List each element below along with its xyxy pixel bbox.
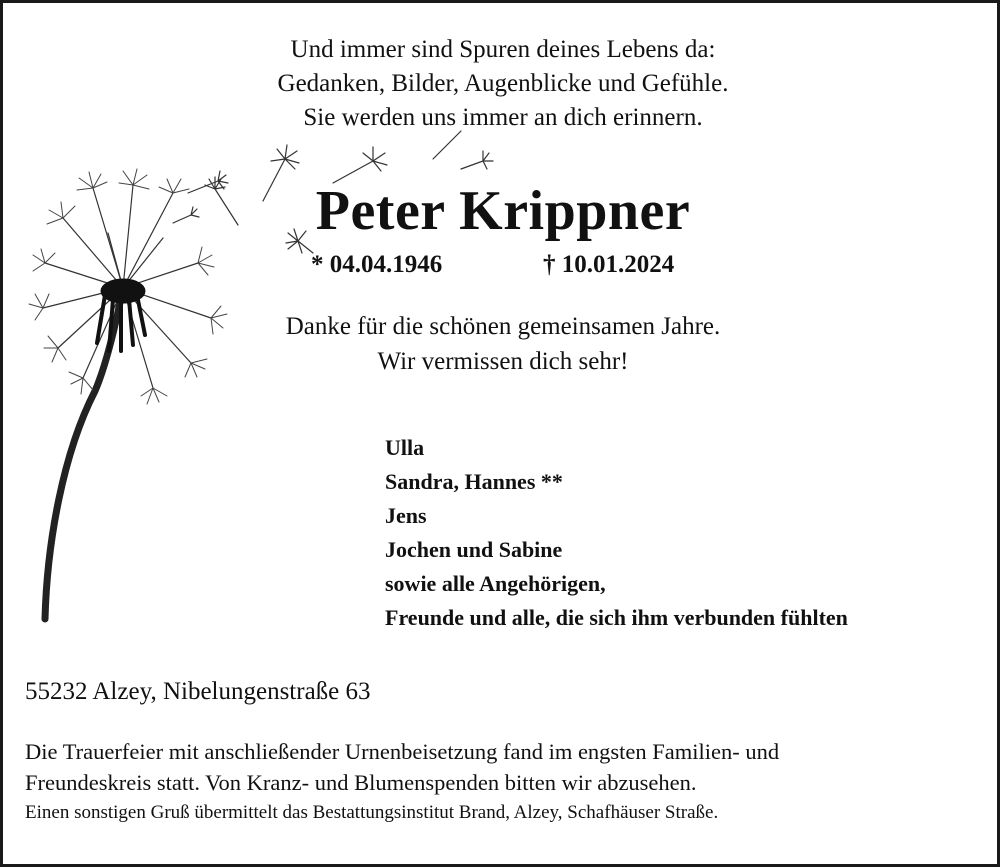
funeral-notice: [25, 736, 985, 828]
notice-line: Die Trauerfeier mit anschließender Urnenbeisetzung fand im engsten Familien- und: [25, 739, 780, 764]
mourner-entry: Freunde und alle, die sich ihm verbunden fühlten: [385, 605, 848, 630]
mourner-entry: sowie alle Angehörigen,: [385, 571, 606, 596]
mourners-list: [385, 431, 848, 635]
mourner-entry: Jochen und Sabine: [385, 537, 563, 562]
mourner-entry: Ulla: [385, 435, 425, 460]
birth-date: * 04.04.1946: [311, 251, 443, 278]
thanks-line: Danke für die schönen gemeinsamen Jahre.: [285, 313, 721, 340]
poem-line: Sie werden uns immer an dich erinnern.: [303, 104, 703, 131]
mourner-entry: Sandra, Hannes **: [385, 469, 563, 494]
poem-line: Und immer sind Spuren deines Lebens da:: [290, 36, 716, 63]
thanks-line: Wir vermissen dich sehr!: [377, 348, 629, 375]
notice-line: Freundeskreis statt. Von Kranz- und Blumenspenden bitten wir abzusehen.: [25, 770, 697, 795]
memorial-poem: [153, 33, 853, 135]
thanks-message: [153, 309, 853, 379]
mourner-entry: Jens: [385, 503, 427, 528]
deceased-name: Peter Krippner: [315, 180, 691, 242]
poem-line: Gedanken, Bilder, Augenblicke und Gefühle.: [277, 70, 729, 97]
death-date: † 10.01.2024: [543, 251, 675, 278]
family-address: 55232 Alzey, Nibelungenstraße 63: [25, 678, 371, 705]
notice-line: Einen sonstigen Gruß übermittelt das Bestattungsinstitut Brand, Alzey, Schafhäuser Straße.: [25, 802, 719, 823]
